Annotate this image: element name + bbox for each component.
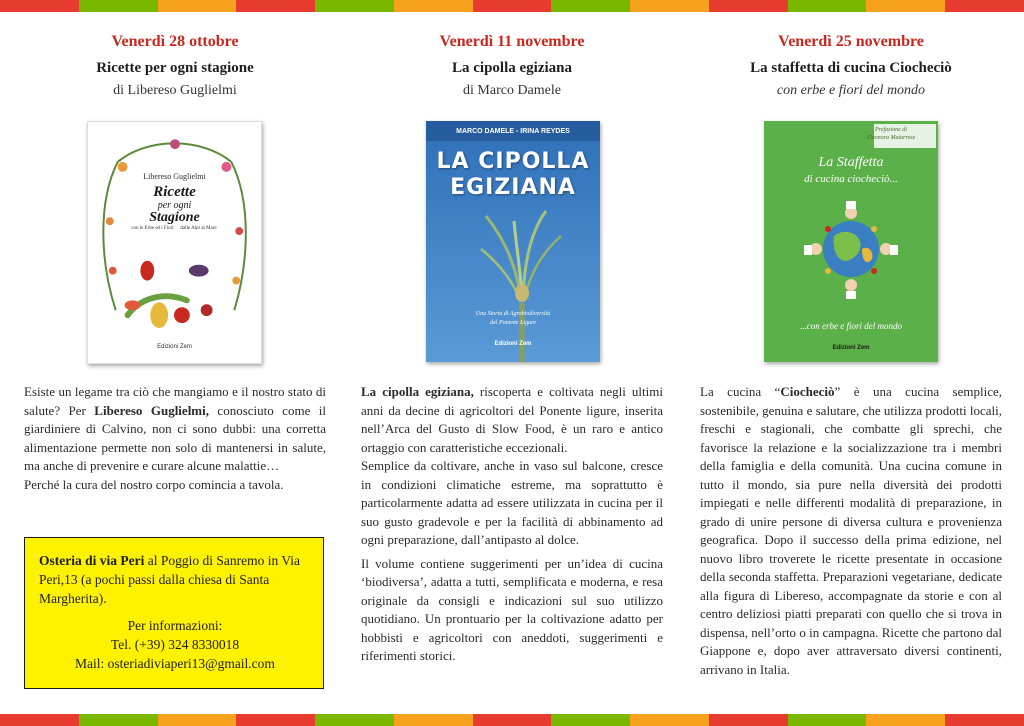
cover-title-line1: La Staffetta bbox=[818, 155, 884, 170]
stripe-segment bbox=[315, 0, 394, 12]
event-subtitle-3: con erbe e fiori del mondo bbox=[776, 83, 926, 98]
event-title-1: Ricette per ogni stagione bbox=[96, 60, 254, 76]
stripe-segment bbox=[945, 0, 1024, 12]
stripe-segment bbox=[866, 714, 945, 726]
stripe-segment bbox=[866, 0, 945, 12]
stripe-segment bbox=[0, 714, 79, 726]
book-cover-cipolla bbox=[426, 121, 600, 362]
stripe-segment bbox=[788, 0, 867, 12]
event-title-3: La staffetta di cucina Ciocheciò bbox=[750, 60, 952, 76]
venue-info-box bbox=[24, 537, 324, 689]
cover-title-line1: LA CIPOLLA bbox=[436, 149, 590, 174]
stripe-segment bbox=[236, 714, 315, 726]
stripe-segment bbox=[158, 0, 237, 12]
stripe-segment bbox=[394, 714, 473, 726]
event-date-3: Venerdì 25 novembre bbox=[778, 33, 924, 50]
highlight-cipolla: La cipolla egiziana, bbox=[361, 384, 474, 399]
cover-title-line1: Ricette bbox=[153, 184, 196, 200]
cover-authors: MARCO DAMELE - IRINA REYDES bbox=[456, 128, 570, 135]
stripe-segment bbox=[473, 714, 552, 726]
stripe-segment bbox=[630, 0, 709, 12]
event-description-2: La cipolla egiziana, riscoperta e coltivata negli ultimi anni da decine di agricoltori del Ponente ligure, inserita nell’Arca del Gusto di Slow Food, è un raro e antico ortaggio con caratteristiche eccezionali. Semplice da coltivare, anche in vaso sul balcone, cresce in condizioni climatiche estreme, ma soprattutto è particolarmente adatta ad essere utilizzata in cucina per il suo gusto gradevole e per la facilità di abbinamento ad ogni preparazione, dall’antipasto al dolce. Il volume contiene suggerimenti per un’idea di cucina ‘biodiversa’, adatta a tutti, semplificata e moderna, e resa originale da consigli e indicazioni sul suo utilizzo quotidiano. Un prontuario per la coltivazione adatto per hobbisti e agricoltori con aneddoti, suggerimenti e riferimenti storici. bbox=[361, 384, 663, 663]
cover-publisher: Edizioni Zem bbox=[494, 341, 532, 347]
stripe-segment bbox=[79, 714, 158, 726]
stripe-segment bbox=[945, 714, 1024, 726]
event-description-3: La cucina “Ciocheciò” è una cucina semplice, sostenibile, genuina e salutare, che utilizza prodotti locali, freschi e stagionali, che combatte gli sprechi, che favorisce la relazione e la socializzazione tra i membri della famiglia e della comunità. Una cucina comune in tutto il mondo, sia pure nella diversità dei prodotti impiegati e nelle differenti modalità di preparazione, in grado di unire persone di diversa cultura e provenienza geografica. Dopo il successo della prima edizione, nel nuovo libro troverete le ricette presentate in occasione della seconda staffetta. Preparazioni vegetariane, dedicate alla figura di Libereso, accompagnate da storie e con al centro deliziosi piatti preparati con quello che si trova in dispensa, nell’orto o in campagna. Ricette che partono dal Giappone e, dopo aver attraversato diversi continenti, arrivano in Italia. bbox=[700, 384, 1003, 677]
cover-preface-line1: Prefazione di bbox=[875, 127, 907, 133]
stripe-segment bbox=[709, 714, 788, 726]
cover-title-line2: per ogni bbox=[157, 200, 192, 211]
stripe-segment bbox=[0, 0, 79, 12]
event-title-2: La cipolla egiziana bbox=[452, 60, 572, 76]
stripe-segment bbox=[315, 714, 394, 726]
info-label: Per informazioni: bbox=[127, 618, 223, 633]
stripe-segment bbox=[551, 0, 630, 12]
stripe-segment bbox=[709, 0, 788, 12]
event-author-1: di Libereso Guglielmi bbox=[113, 83, 237, 98]
cover-illustration-vegetables bbox=[88, 122, 261, 363]
event-date-1: Venerdì 28 ottobre bbox=[111, 33, 239, 50]
cover-preface-line2: Eleonora Matarrese bbox=[866, 135, 916, 141]
highlight-libereso: Libereso Guglielmi, bbox=[94, 402, 209, 418]
venue-address: al Poggio di Sanremo in Via Peri,13 (a pochi passi dalla chiesa di Santa Margherita). bbox=[39, 553, 301, 606]
cover-subtitle-line2: del Ponente Ligure bbox=[490, 320, 536, 326]
stripe-segment bbox=[788, 714, 867, 726]
top-color-stripe bbox=[0, 0, 1024, 12]
cover-publisher: Edizioni Zem bbox=[157, 344, 192, 350]
event-description-1: Esiste un legame tra ciò che mangiamo e il nostro stato di salute? Per Libereso Guglielmi, conosciuto come il giardiniere di Calvino, non ci sono dubbi: una corretta alimentazione permette non solo di mantenersi in salute, ma anche di prevenire e curare alcune malattie… Perché la cura del nostro corpo comincia a tavola. bbox=[24, 384, 326, 492]
stripe-segment bbox=[473, 0, 552, 12]
contact-email[interactable]: Mail: osteriadiviaperi13@gmail.com bbox=[75, 656, 275, 671]
cover-title-line2: di cucina ciocheciò... bbox=[804, 173, 898, 185]
highlight-ciochecio: Ciocheciò bbox=[780, 384, 835, 399]
cover-tagline-right: dalle Alpi al Mare bbox=[180, 226, 217, 231]
event-author-2: di Marco Damele bbox=[463, 83, 561, 98]
stripe-segment bbox=[236, 0, 315, 12]
cover-title-line3: Stagione bbox=[149, 210, 200, 225]
bottom-color-stripe bbox=[0, 714, 1024, 726]
cover-bottom-line: ...con erbe e fiori del mondo bbox=[800, 321, 902, 331]
contact-phone[interactable]: Tel. (+39) 324 8330018 bbox=[110, 637, 240, 652]
stripe-segment bbox=[630, 714, 709, 726]
cover-tagline-left: con le Erbe ed i Fiori bbox=[131, 226, 174, 231]
cover-publisher: Edizioni Zem bbox=[832, 345, 870, 351]
stripe-segment bbox=[551, 714, 630, 726]
venue-name: Osteria di via Peri bbox=[39, 553, 145, 568]
stripe-segment bbox=[158, 714, 237, 726]
book-cover-ricette bbox=[87, 121, 262, 364]
book-cover-staffetta bbox=[764, 121, 938, 362]
cover-subtitle-line1: Una Storia di Agrobiodiversità bbox=[475, 311, 551, 317]
event-date-2: Venerdì 11 novembre bbox=[439, 33, 585, 50]
stripe-segment bbox=[79, 0, 158, 12]
cover-title-line2: EGIZIANA bbox=[450, 175, 576, 200]
stripe-segment bbox=[394, 0, 473, 12]
cover-author: Libereso Guglielmi bbox=[143, 172, 206, 181]
